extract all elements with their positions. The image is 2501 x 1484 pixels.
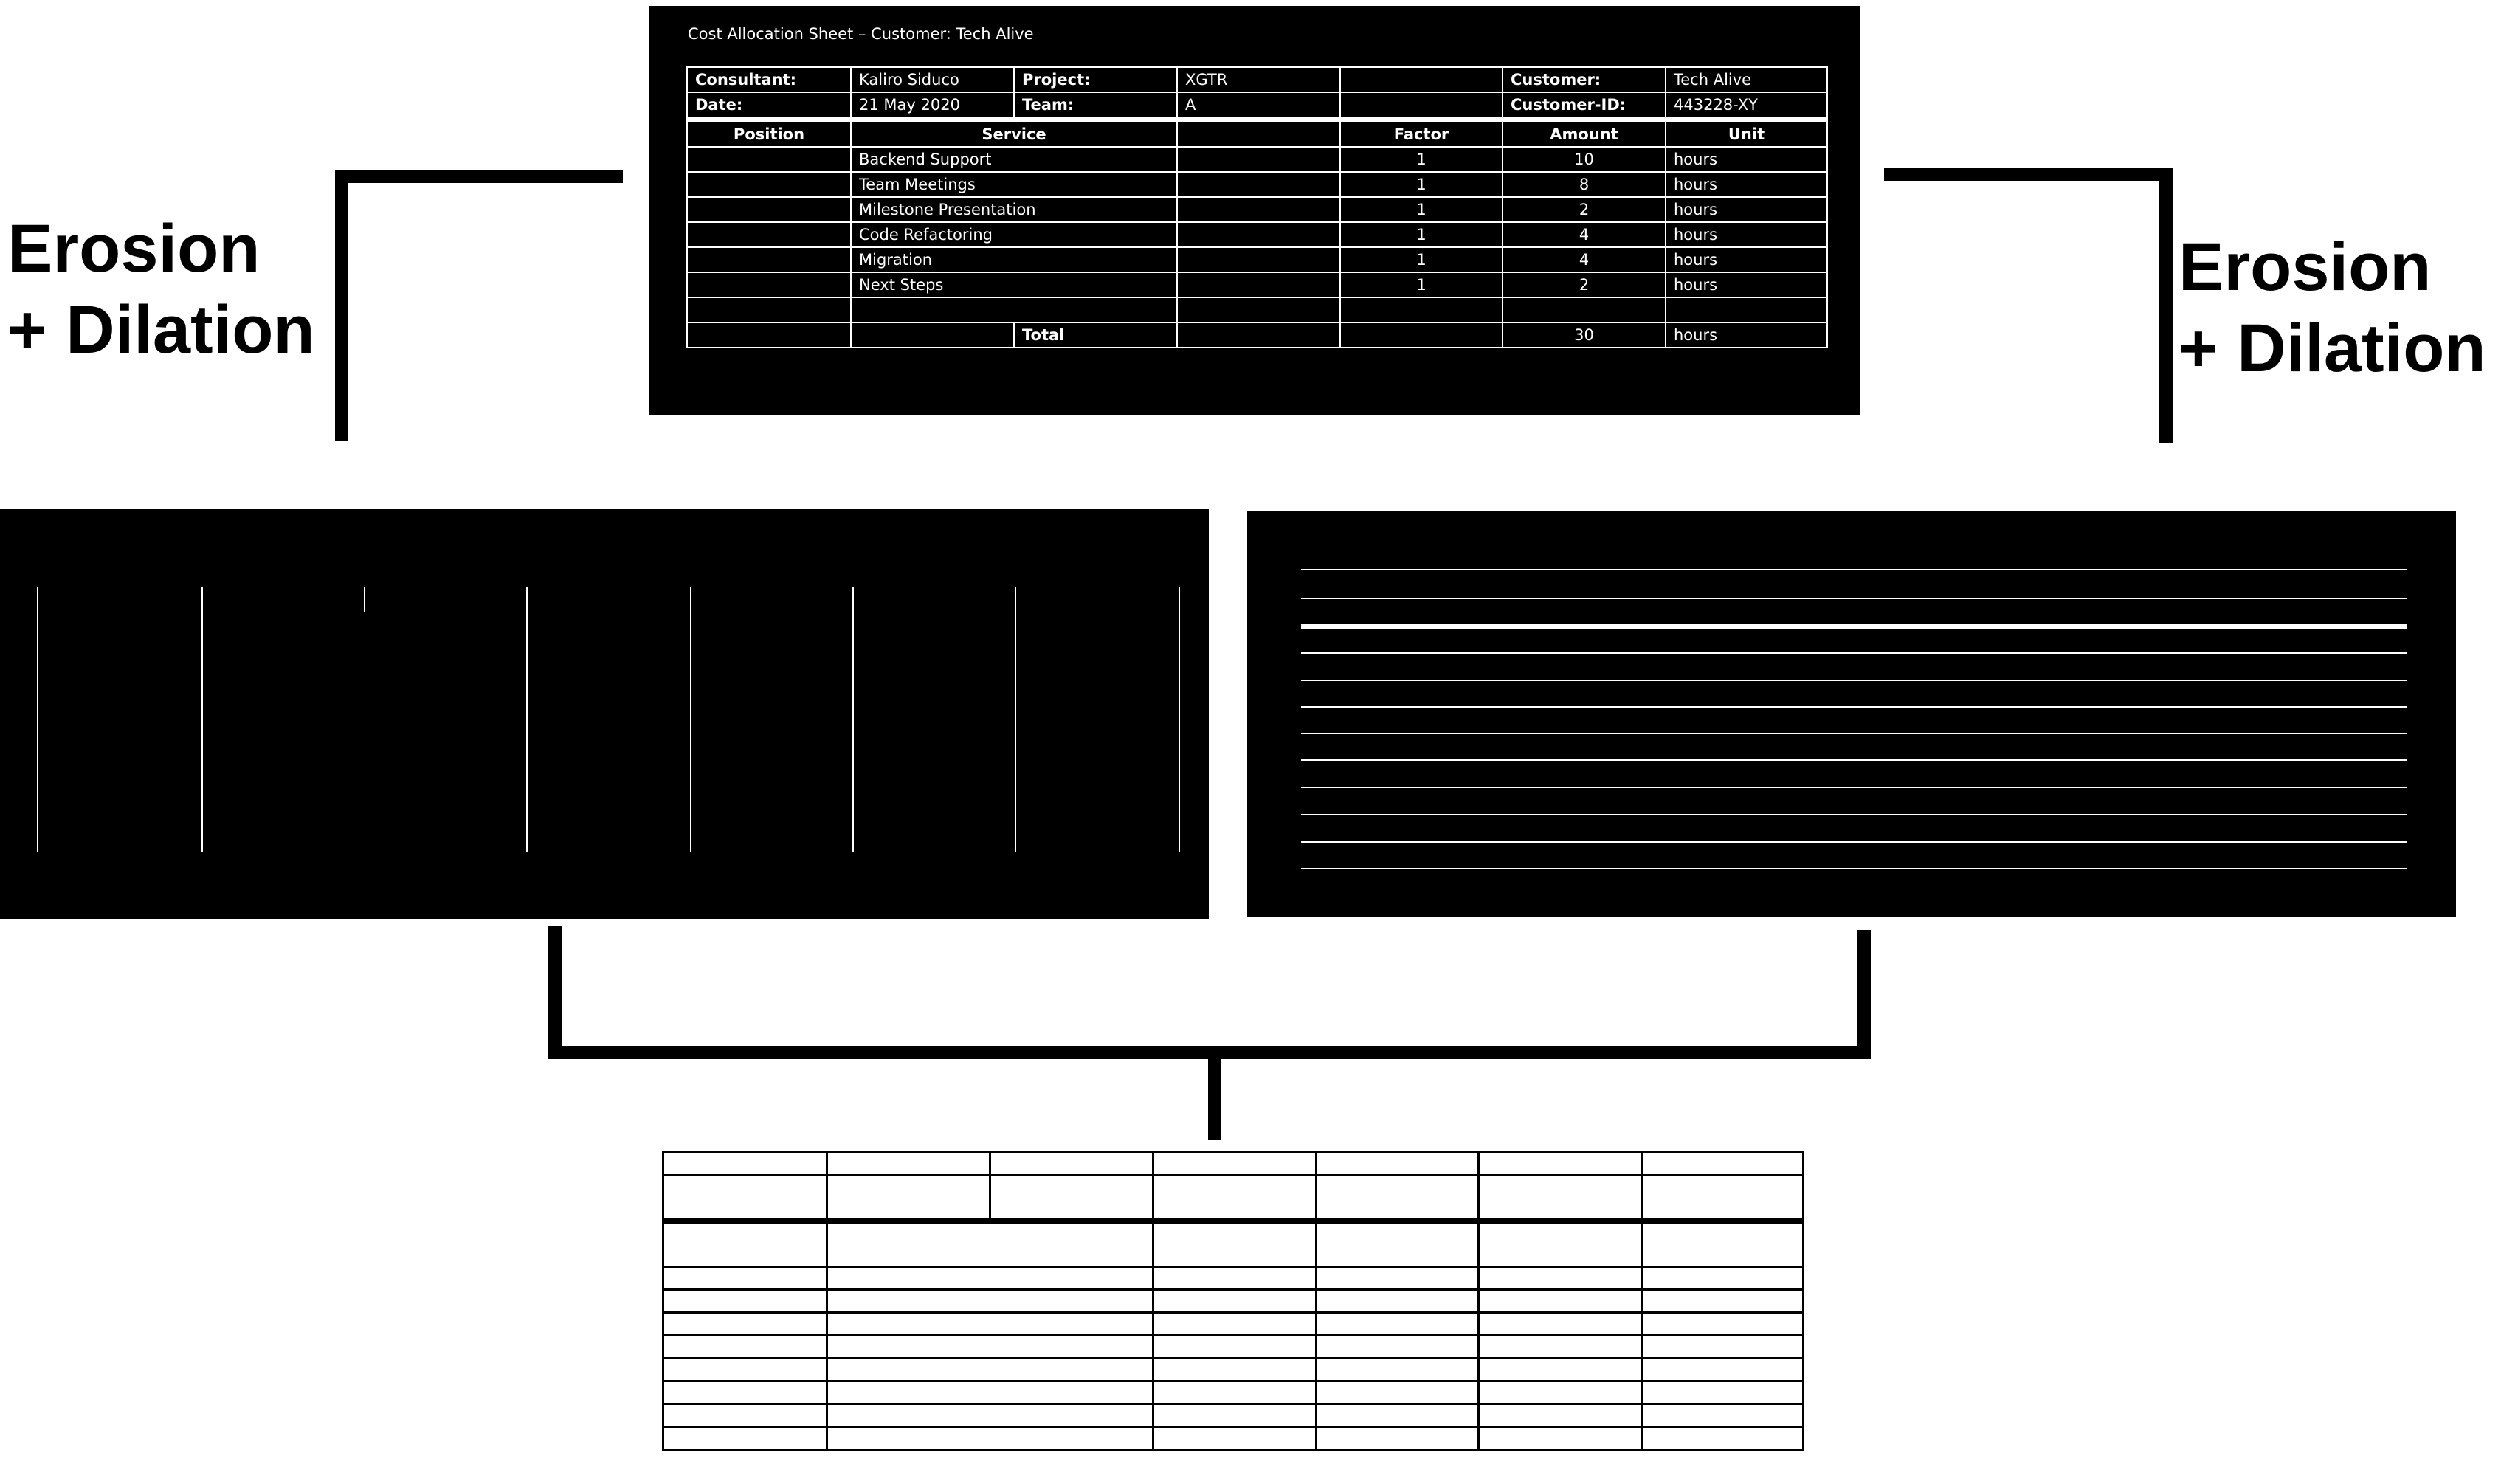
factor-cell: 1 [1340,197,1503,222]
vertical-line [37,587,38,852]
grid-row [663,1359,1804,1381]
table-row [687,172,1827,197]
empty-cell [1340,297,1503,322]
empty-cell [1177,197,1340,222]
empty-cell [1503,297,1666,322]
col-service: Service [851,120,1177,147]
grid-cell [663,1290,827,1313]
horizontal-line [1301,733,2407,734]
grid-row [663,1176,1804,1221]
empty-row [687,297,1827,322]
grid-row [663,1153,1804,1176]
grid-cell [827,1176,990,1221]
consultant-value: Kaliro Siduco [851,67,1014,92]
connector-down-v [1208,1059,1221,1140]
unit-cell: hours [1666,172,1827,197]
grid-cell [827,1153,990,1176]
unit-cell: hours [1666,147,1827,172]
grid-cell [663,1381,827,1404]
grid-row [663,1381,1804,1404]
table-row [687,197,1827,222]
grid-row [663,1336,1804,1359]
service-cell: Next Steps [851,272,1177,297]
grid-cell [1479,1359,1642,1381]
grid-cell [663,1359,827,1381]
empty-cell [851,297,1177,322]
empty-cell [1666,297,1827,322]
factor-cell: 1 [1340,247,1503,272]
total-label: Total [1014,322,1177,348]
step-label-right [2179,227,2486,389]
grid-cell [990,1176,1153,1221]
column-header-row [687,120,1827,147]
empty-cell [1177,222,1340,247]
grid-row [663,1404,1804,1427]
vertical-line [690,587,691,852]
amount-cell: 2 [1503,272,1666,297]
grid-cell [1479,1267,1642,1290]
unit-cell: hours [1666,197,1827,222]
horizontal-line [1301,598,2407,599]
sheet-title: Cost Allocation Sheet – Customer: Tech Alive [688,25,1034,43]
header-row-consultant [687,67,1827,92]
horizontal-line [1301,624,2407,629]
position-cell [687,247,851,272]
grid-cell [1479,1381,1642,1404]
grid-cell [663,1313,827,1336]
customer-label: Customer: [1503,67,1666,92]
table-row [687,247,1827,272]
grid-cell [1153,1404,1317,1427]
customer-value: Tech Alive [1666,67,1827,92]
col-amount: Amount [1503,120,1666,147]
empty-cell [1340,322,1503,348]
empty-cell [1177,172,1340,197]
grid-cell [1153,1427,1317,1450]
horizontal-line [1301,787,2407,788]
grid-cell [663,1427,827,1450]
team-value: A [1177,92,1340,120]
table-row [687,147,1827,172]
header-row-date [687,92,1827,120]
service-cell: Team Meetings [851,172,1177,197]
step-label-left-line2: + Dilation [7,292,315,367]
grid-cell [663,1176,827,1221]
grid-cell [1153,1153,1317,1176]
vertical-line [201,587,203,852]
factor-cell: 1 [1340,172,1503,197]
grid-cell [1153,1313,1317,1336]
cost-table [686,66,1828,348]
grid-cell [827,1313,1153,1336]
amount-cell: 8 [1503,172,1666,197]
grid-cell [1317,1313,1479,1336]
vertical-line [852,587,854,852]
col-position: Position [687,120,851,147]
connector-right-v [2159,168,2173,443]
grid-cell [1642,1153,1804,1176]
total-row [687,322,1827,348]
grid-cell [1479,1313,1642,1336]
grid-cell [1479,1153,1642,1176]
factor-cell: 1 [1340,222,1503,247]
service-cell: Milestone Presentation [851,197,1177,222]
step-label-right-line2: + Dilation [2179,311,2486,386]
grid-row [663,1290,1804,1313]
amount-cell: 10 [1503,147,1666,172]
empty-cell [1177,120,1340,147]
empty-cell [1177,297,1340,322]
factor-cell: 1 [1340,272,1503,297]
grid-cell [827,1267,1153,1290]
grid-cell [827,1381,1153,1404]
amount-cell: 4 [1503,247,1666,272]
grid-cell [1479,1290,1642,1313]
grid-cell [1153,1221,1317,1267]
position-cell [687,172,851,197]
team-label: Team: [1014,92,1177,120]
connector-right-h [1884,168,2173,181]
amount-cell: 2 [1503,197,1666,222]
grid-cell [1317,1381,1479,1404]
grid-row [663,1267,1804,1290]
grid-cell [1153,1290,1317,1313]
empty-cell [687,322,851,348]
vertical-line [526,587,528,852]
grid-cell [1153,1336,1317,1359]
grid-cell [1479,1221,1642,1267]
project-label: Project: [1014,67,1177,92]
grid-cell [827,1427,1153,1450]
vertical-line [1015,587,1016,852]
step-label-right-line1: Erosion [2179,229,2432,305]
horizontal-line [1301,841,2407,843]
factor-cell: 1 [1340,147,1503,172]
unit-cell: hours [1666,222,1827,247]
grid-cell [1479,1176,1642,1221]
grid-cell [1317,1290,1479,1313]
empty-cell [1177,322,1340,348]
empty-cell [1340,92,1503,120]
grid-cell [663,1336,827,1359]
total-amount: 30 [1503,322,1666,348]
date-value: 21 May 2020 [851,92,1014,120]
horizontal-line [1301,868,2407,869]
connector-left-v [335,170,348,441]
connector-bottom-right-v [1857,930,1871,1059]
table-row [687,272,1827,297]
grid-cell [1642,1427,1804,1450]
position-cell [687,147,851,172]
grid-cell [990,1153,1153,1176]
table-row [687,222,1827,247]
grid-cell [663,1267,827,1290]
horizontal-line [1301,706,2407,708]
step-label-left-line1: Erosion [7,211,261,286]
consultant-label: Consultant: [687,67,851,92]
grid-cell [1642,1404,1804,1427]
grid-cell [663,1221,827,1267]
horizontal-line [1301,759,2407,761]
vertical-line [1179,587,1180,852]
position-cell [687,197,851,222]
grid-cell [663,1153,827,1176]
grid-cell [1153,1267,1317,1290]
grid-cell [1153,1381,1317,1404]
grid-row [663,1427,1804,1450]
horizontal-line [1301,569,2407,570]
combined-grid [662,1151,1804,1451]
col-unit: Unit [1666,120,1827,147]
empty-cell [1177,147,1340,172]
grid-cell [1317,1427,1479,1450]
position-cell [687,272,851,297]
total-unit: hours [1666,322,1827,348]
col-factor: Factor [1340,120,1503,147]
grid-cell [1479,1336,1642,1359]
horizontal-line [1301,814,2407,815]
customer-id-value: 443228-XY [1666,92,1827,120]
amount-cell: 4 [1503,222,1666,247]
grid-cell [1642,1290,1804,1313]
grid-cell [827,1359,1153,1381]
horizontal-lines-panel [1247,511,2456,917]
empty-cell [851,322,1014,348]
grid-cell [827,1221,1153,1267]
grid-row [663,1313,1804,1336]
grid-cell [1317,1176,1479,1221]
service-cell: Backend Support [851,147,1177,172]
date-label: Date: [687,92,851,120]
grid-cell [1317,1404,1479,1427]
vertical-line [364,587,365,612]
grid-cell [663,1404,827,1427]
grid-cell [1642,1359,1804,1381]
empty-cell [1340,67,1503,92]
vertical-lines-panel [0,509,1209,919]
service-cell: Code Refactoring [851,222,1177,247]
empty-cell [1177,272,1340,297]
empty-cell [687,297,851,322]
grid-cell [1317,1153,1479,1176]
horizontal-line [1301,680,2407,681]
grid-row [663,1221,1804,1267]
grid-cell [1642,1267,1804,1290]
grid-cell [1153,1176,1317,1221]
unit-cell: hours [1666,272,1827,297]
grid-cell [1642,1313,1804,1336]
service-cell: Migration [851,247,1177,272]
grid-cell [1317,1336,1479,1359]
grid-cell [1153,1359,1317,1381]
step-label-left [7,208,315,370]
grid-cell [1317,1267,1479,1290]
grid-cell [1642,1221,1804,1267]
horizontal-line [1301,652,2407,654]
grid-cell [1317,1221,1479,1267]
grid-cell [1642,1176,1804,1221]
grid-cell [827,1290,1153,1313]
grid-cell [827,1404,1153,1427]
grid-cell [1642,1381,1804,1404]
grid-cell [1479,1427,1642,1450]
grid-cell [1317,1359,1479,1381]
grid-cell [1479,1404,1642,1427]
connector-bottom-left-v [548,926,562,1059]
project-value: XGTR [1177,67,1340,92]
unit-cell: hours [1666,247,1827,272]
grid-cell [1642,1336,1804,1359]
customer-id-label: Customer-ID: [1503,92,1666,120]
empty-cell [1177,247,1340,272]
connector-left-h [335,170,623,183]
connector-bottom-h [548,1046,1871,1059]
position-cell [687,222,851,247]
grid-cell [827,1336,1153,1359]
